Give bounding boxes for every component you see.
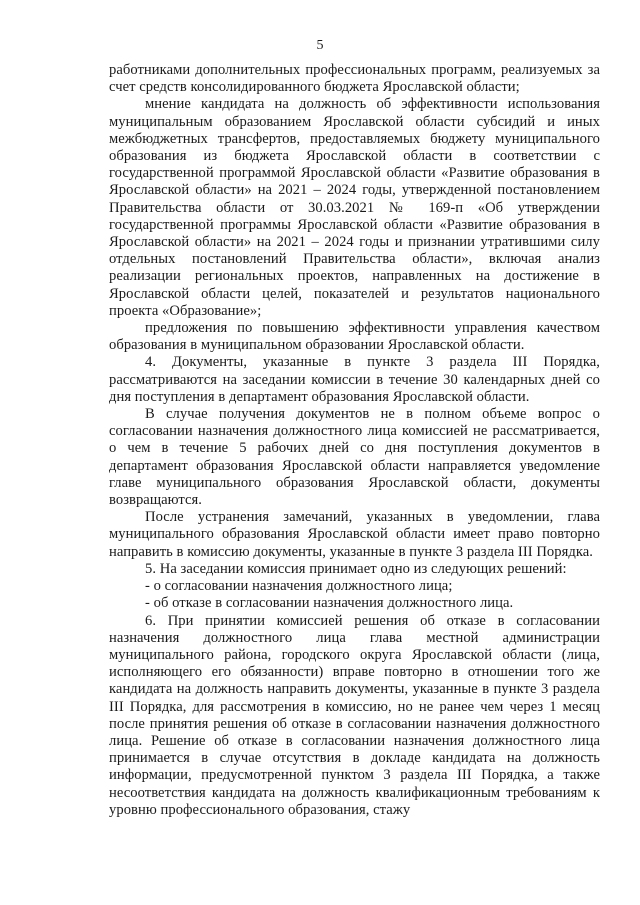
paragraph: 6. При принятии комиссией решения об отказе в согласовании назначения должностного лица глава местной администрации муниципального района, городского округа Ярославской области (лица, исполняющего его обязанности) вправе повторно в отношении того же кандидата на должность направить документы, указанные в пункте 3 раздела III Порядка, для рассмотрения в комиссию, но не ранее чем через 1 месяц после принятия решения об отказе в согласовании назначения должностного лица. Решение об отказе в согласовании назначения должностного лица принимается в случае отсутствия в докладе кандидата на должность информации, предусмотренной пунктом 3 раздела III Порядка, а также несоответствия кандидата на должность квалификационным требованиям к уровню профессионального образования, стажу: [109, 612, 600, 818]
paragraph: 5. На заседании комиссия принимает одно из следующих решений:: [145, 560, 567, 577]
paragraph: предложения по повышению эффективности управления качеством образования в муниципальном образовании Ярославской области.: [109, 320, 600, 354]
page-number: 5: [316, 38, 324, 53]
paragraph: После устранения замечаний, указанных в уведомлении, глава муниципального образования Ярославской области имеет право повторно направить в комиссию документы, указанные в пункте 3 раздела III Порядка.: [109, 509, 600, 560]
paragraph: В случае получения документов не в полном объеме вопрос о согласовании назначения должностного лица комиссией не рассматривается, о чем в течение 5 рабочих дней со дня поступления документов в департамент образования Ярославской области направляется уведомление главе муниципального образования Ярославской области, документы возвращаются.: [109, 406, 600, 509]
document-body: [109, 62, 600, 819]
paragraph: - о согласовании назначения должностного лица;: [145, 578, 453, 595]
paragraph: работниками дополнительных профессиональных программ, реализуемых за счет средств консолидированного бюджета Ярославской области;: [109, 62, 600, 96]
paragraph: мнение кандидата на должность об эффективности использования муниципальным образованием Ярославской области субсидий и иных межбюджетных трансфертов, предоставляемых бюджету муниципального образования из бюджета Ярославской области в соответствии с государственной программой Ярославской области «Развитие образования в Ярославской области» на 2021 – 2024 годы, утвержденной постановлением Правительства области от 30.03.2021 № 169-п «Об утверждении государственной программы Ярославской области «Развитие образования в Ярославской области» на 2021 – 2024 годы и признании утратившими силу отдельных постановлений Правительства области», включая анализ реализации региональных проектов, направленных на достижение в Ярославской области целей, показателей и результатов национального проекта «Образование»;: [109, 96, 600, 319]
paragraph: 4. Документы, указанные в пункте 3 раздела III Порядка, рассматриваются на заседании комиссии в течение 30 календарных дней со дня поступления в департамент образования Ярославской области.: [109, 354, 600, 405]
paragraph: - об отказе в согласовании назначения должностного лица.: [145, 595, 514, 612]
